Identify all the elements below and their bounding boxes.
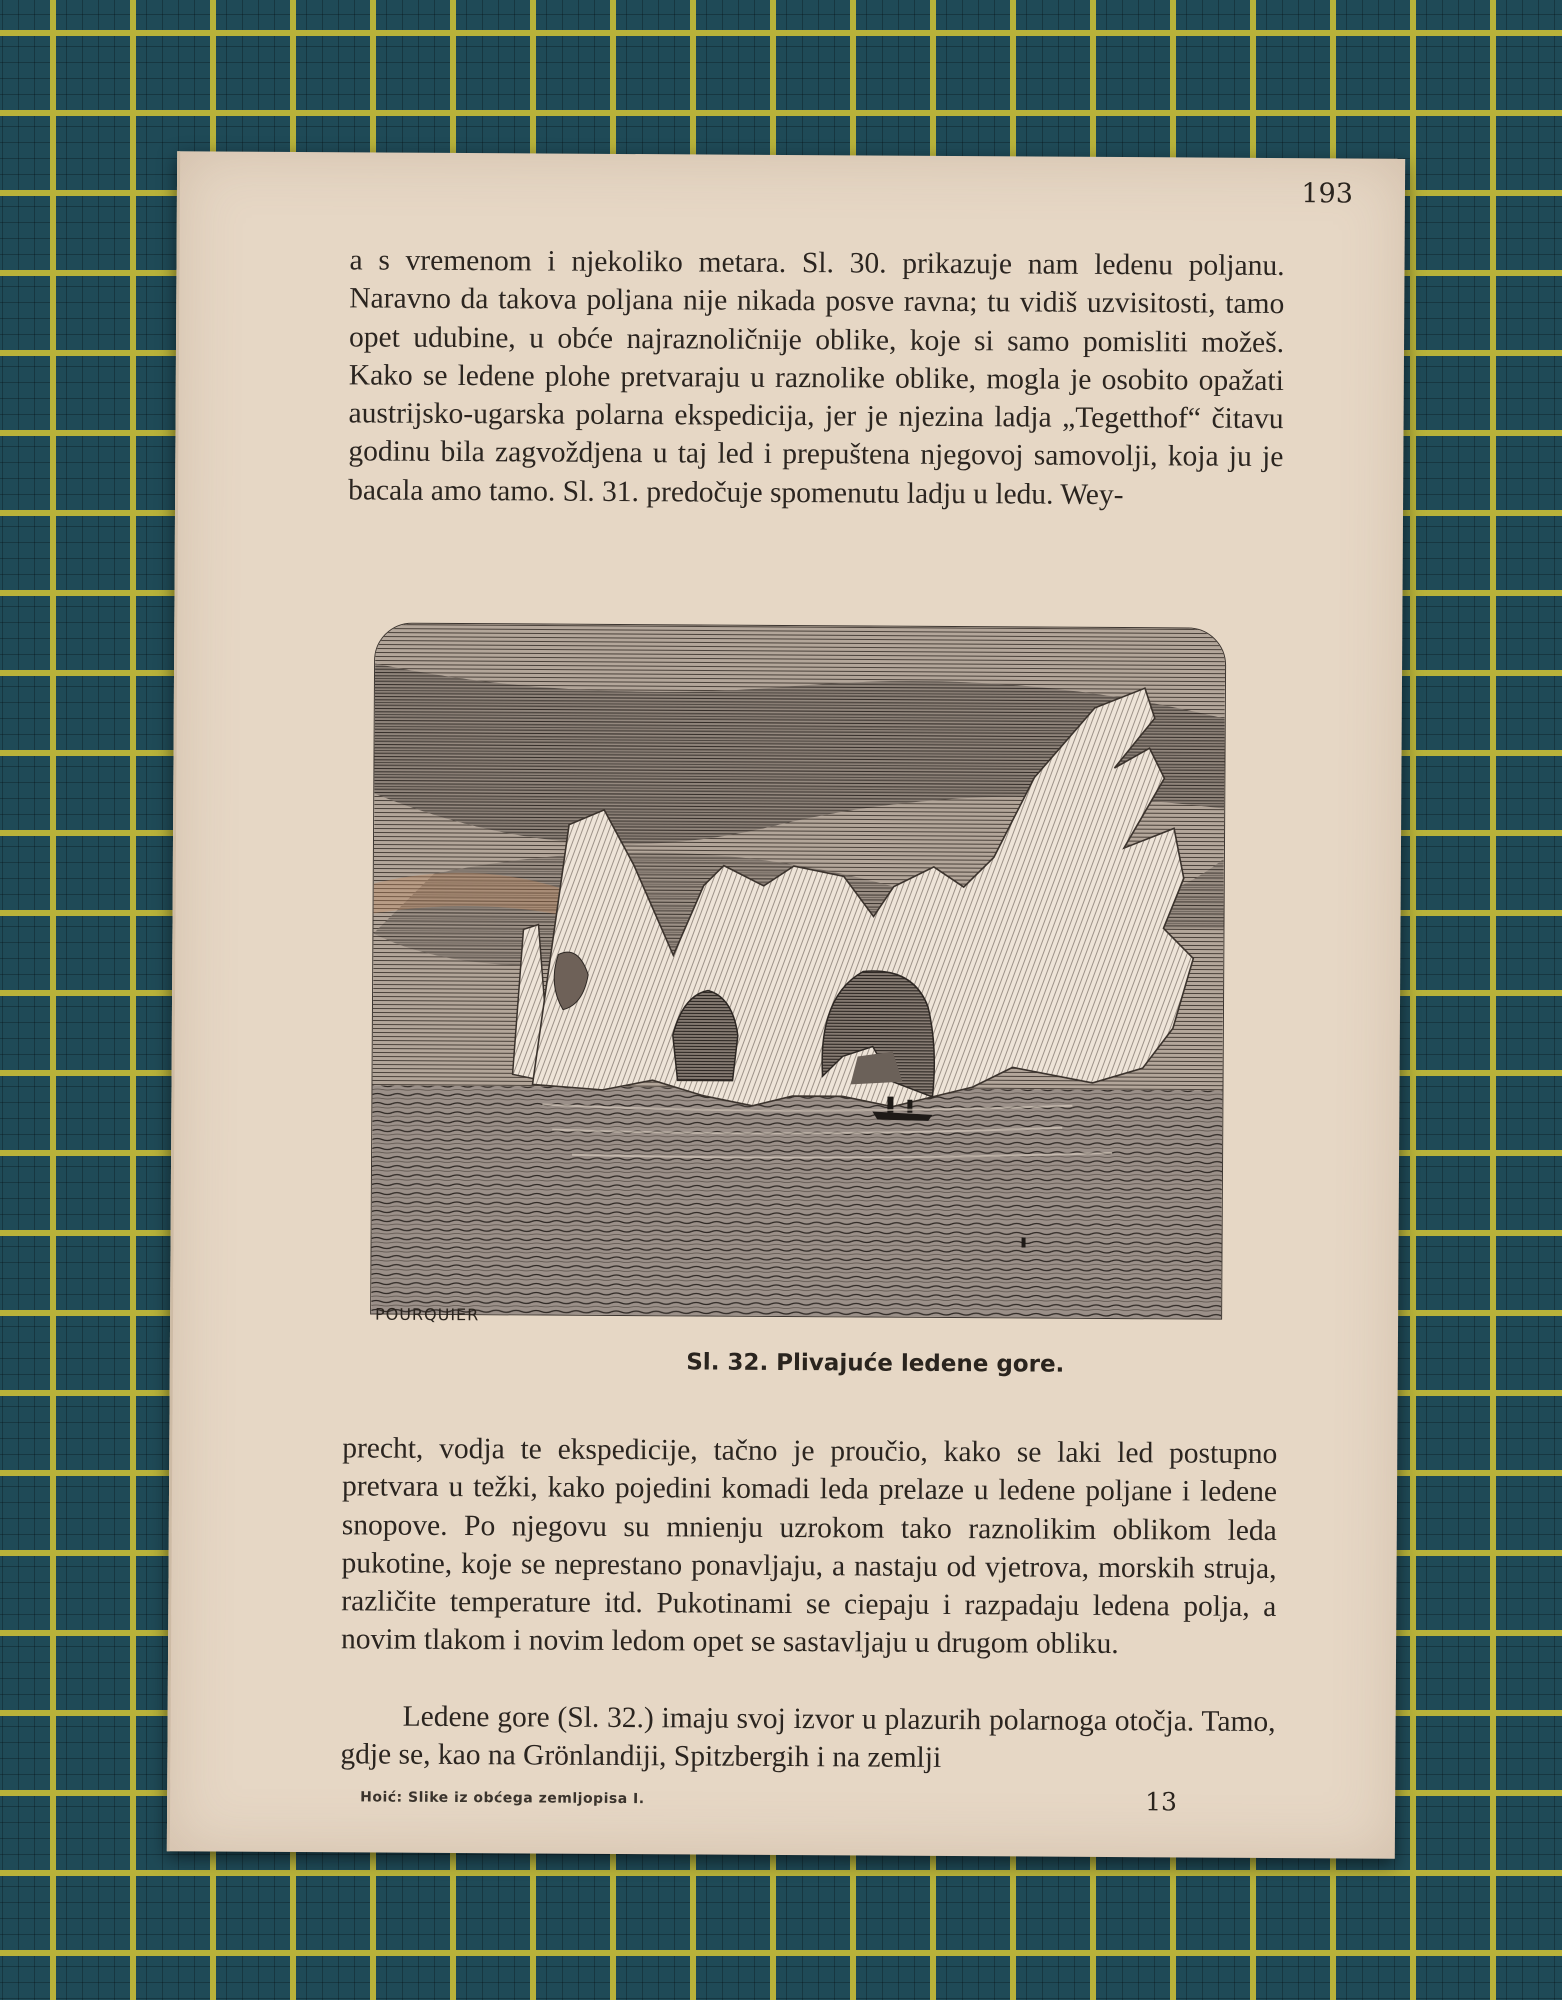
paragraph-middle: precht, vodja te ekspedicije, tačno je proučio, kako se laki led postupno pretvara u težki, kako pojedini komadi leda prelaze u ledene poljane i ledene snopove. Po njegovu su mnienju uzrokom tako raznolikim oblikom leda pukotine, koje se neprestano ponavljaju, a nastaju od vjetrova, morskih struja, različite temperature itd. Pukotinami se ciepaju i razpadaju ledena polja, a novim tlakom i novim ledom opet se sastavljaju u drugom obliku.	[341, 1432, 1278, 1661]
figure-signature: POURQUIER	[374, 1304, 480, 1325]
engraving-illustration	[371, 623, 1225, 1318]
signature-mark: 13	[1145, 1787, 1178, 1817]
paragraph-top: a s vremenom i njekoliko metara. Sl. 30. prikazuje nam ledenu poljanu. Naravno da takova poljana nije nikada posve ravna; tu vidiš uzvisitosti, tamo opet udubine, u obće najraznoličnije oblike, koje si samo pomisliti možeš. Kako se ledene plohe pretvaraju u raznolike oblike, mogla je osobito opažati austrijsko-ugarska polarna ekspedicija, jer je njezina ladja „Tegetthof“ čitavu godinu bila zagvoždjena u taj led i prepuštena njegovoj samovolji, koja ju je bacala amo tamo. Sl. 31. predočuje spomenutu ladju u ledu. Wey-	[348, 244, 1285, 511]
iceberg-engraving	[370, 622, 1226, 1319]
footer-source: Hoić: Slike iz obćega zemljopisa I.	[360, 1789, 645, 1808]
paragraph-bottom: Ledene gore (Sl. 32.) imaju svoj izvor u plazurih polarnoga otočja. Tamo, gdje se, kao na Grönlandiji, Spitzbergih i na zemlji	[340, 1700, 1276, 1775]
page-number: 193	[1301, 178, 1354, 210]
figure-caption: Sl. 32. Plivajuće ledene gore.	[686, 1349, 1065, 1378]
book-page	[167, 151, 1405, 1858]
